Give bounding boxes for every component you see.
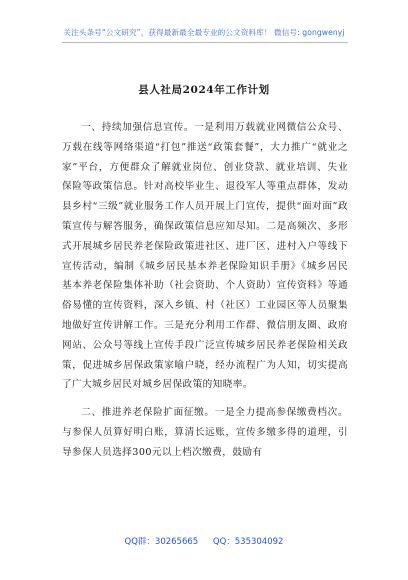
header-note: 关注头条号“公文研究”，获得最新最全最专业的公文资料库！ 微信号: gongwenyj bbox=[63, 28, 345, 37]
footer-qq: QQ：535304092 bbox=[212, 537, 284, 547]
document-title: 县人社局2024年工作计划 bbox=[138, 84, 270, 96]
paragraph-2: 二、推进养老保险扩面征缴。一是全力提高参保缴费档次。与参保人员算好明白账，算清长远账，宣传多缴多得的道理，引导参保人员选择300元以上档次缴费，鼓励有 bbox=[62, 407, 348, 458]
footer-contact bbox=[0, 535, 408, 547]
header-divider bbox=[62, 42, 348, 43]
footer-qq-group: QQ群：30265665 bbox=[124, 537, 199, 547]
document-body bbox=[62, 118, 348, 463]
paragraph-1: 一、持续加强信息宣传。一是利用万载就业网微信公众号、万载在线等网络渠道“打包”推送“政策套餐”，大力推广“就业之家”平台，方便群众了解就业岗位、创业贷款、就业培训、失业保险等政策信息。针对高校毕业生、退役军人等重点群体，发动县乡村“三级”就业服务工作人员开展上门宣传，提供“面对面”政策宣传与解答服务，确保政策信息应知尽知。二是高频次、多形式开展城乡居民养老保险政策进社区、进厂区、进村入户等线下宣传活动，编制《城乡居民基本养老保险知识手册》《城乡居民基本养老保险集体补助（社会资助、个人资助）宣传资料》等通俗易懂的宣传资料，深入乡镇、村（社区）工业园区等人员聚集地做好宣传讲解工作。三是充分利用工作群、微信朋友圈、政府网站、公众号等线上宣传手段广泛宣传城乡居民养老保险相关政策，促进城乡居保政策家喻户晓，经办流程广为人知，切实提高了广大城乡居民对城乡居保政策的知晓率。 bbox=[62, 122, 348, 391]
